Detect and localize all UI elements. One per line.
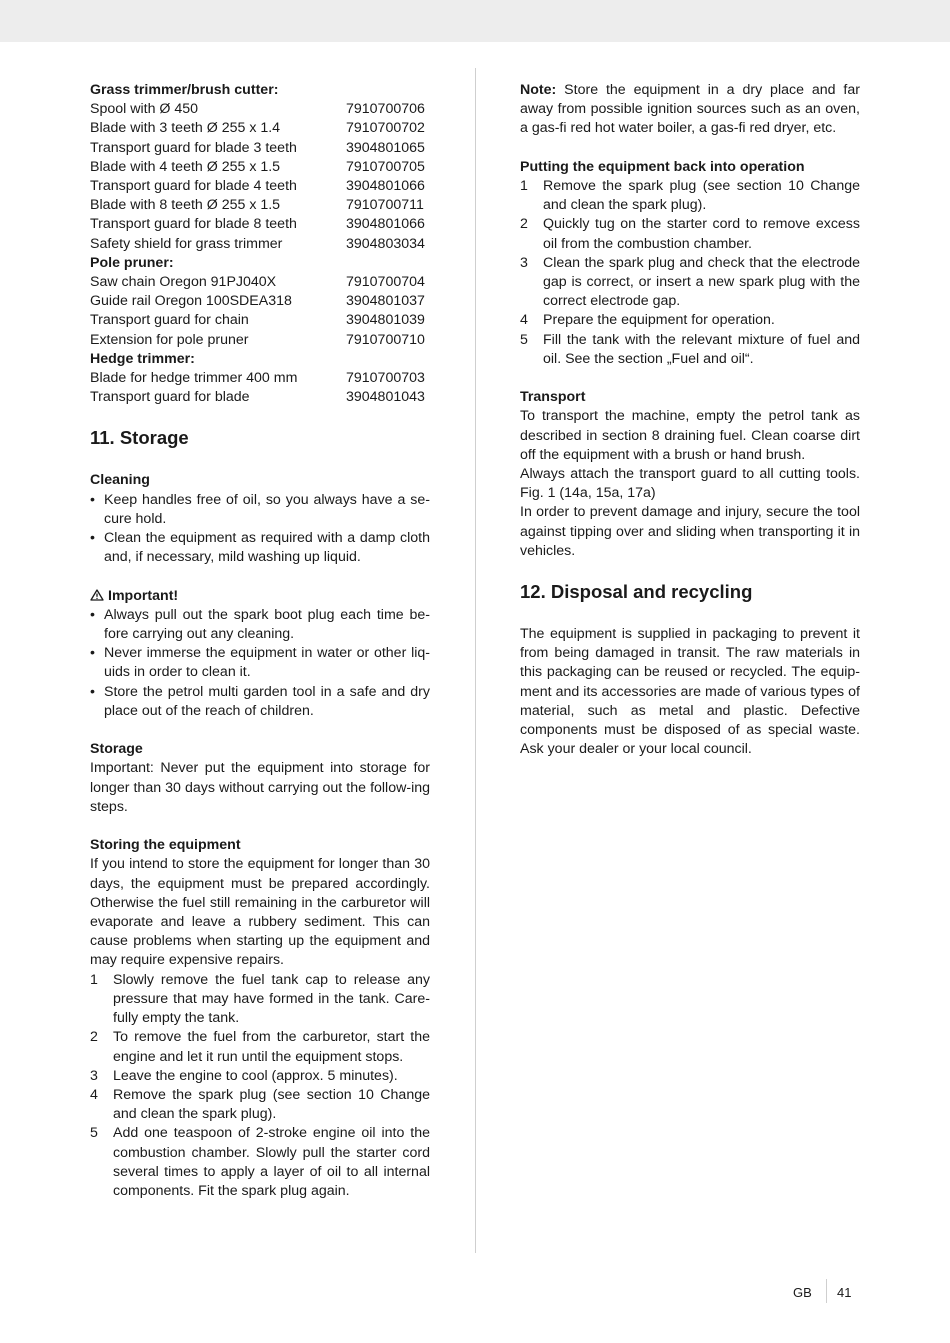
part-name: Transport guard for chain [90, 312, 249, 329]
step-text: Slowly remove the fuel tank cap to release any pressure that may have formed in the tank. Care-fully empty the tank. [113, 971, 430, 1027]
note-text: Store the equipment in a dry place and far away from possible ignition sources such as an oven, a gas-fi red hot water boiler, a gas-fi red dryer, etc. [520, 82, 860, 137]
right-column [520, 81, 860, 759]
step-text: Leave the engine to cool (approx. 5 minutes). [113, 1067, 398, 1084]
part-row [90, 292, 430, 311]
part-name: Transport guard for blade 8 teeth [90, 216, 297, 233]
step-number: 5 [90, 1125, 98, 1142]
part-row [90, 235, 430, 254]
step-text: Remove the spark plug (see section 10 Change and clean the spark plug). [113, 1086, 430, 1123]
bullet-dot-icon: • [90, 645, 95, 662]
part-number: 3904801066 [346, 216, 425, 233]
part-number: 3904801037 [346, 293, 425, 310]
bullet-dot-icon: • [90, 491, 95, 508]
numbered-step [90, 1067, 430, 1086]
part-row [90, 273, 430, 292]
step-text: Remove the spark plug (see section 10 Change and clean the spark plug). [543, 178, 860, 214]
storage-text: Important: Never put the equipment into storage for longer than 30 days without carrying out the follow-ing steps. [90, 760, 430, 815]
language-code: GB [793, 1285, 812, 1300]
bullet-text: Store the petrol multi garden tool in a safe and dry place out of the reach of children. [104, 683, 430, 719]
part-row [90, 100, 430, 119]
step-text: To remove the fuel from the carburetor, start the engine and let it run until the equipment stops. [113, 1029, 430, 1065]
important-bullet-list [90, 606, 430, 721]
transport-paragraph-1: To transport the machine, empty the petrol tank as described in section 8 draining fuel. Clean coarse dirt off the equipment with a brush or hand brush. [520, 408, 860, 463]
part-row [90, 139, 430, 158]
pole-parts-list [90, 273, 430, 350]
part-number: 3904801043 [346, 389, 425, 406]
part-row [90, 196, 430, 215]
spare-parts-list [90, 81, 430, 407]
numbered-step [520, 254, 860, 312]
step-number: 2 [90, 1029, 98, 1046]
numbered-step [90, 1086, 430, 1124]
bullet-dot-icon: • [90, 683, 95, 700]
important-heading [90, 587, 430, 606]
part-row [90, 388, 430, 407]
part-name: Transport guard for blade 4 teeth [90, 178, 297, 195]
part-name: Guide rail Oregon 100SDEA318 [90, 293, 292, 310]
part-row [90, 119, 430, 138]
cleaning-bullet-list [90, 491, 430, 568]
part-number: 7910700704 [346, 274, 425, 291]
grass-parts-list [90, 100, 430, 254]
part-name: Spool with Ø 450 [90, 101, 199, 118]
step-text: Fill the tank with the relevant mixture of fuel and oil. See the section „Fuel and oil“. [543, 331, 860, 367]
bullet-item [90, 491, 430, 529]
step-text: Clean the spark plug and check that the electrode gap is correct, or insert a new spark plug with the correct electrode gap. [543, 254, 860, 310]
part-number: 7910700711 [346, 197, 424, 214]
hedge-parts-list [90, 369, 430, 407]
cleaning-heading: Cleaning [90, 472, 150, 489]
storage-section-title: 11. Storage [90, 427, 189, 449]
storage-heading: Storage [90, 741, 143, 758]
transport-paragraph-3: In order to prevent damage and injury, secure the tool against tipping over and sliding when transporting it in vehicles. [520, 504, 860, 559]
numbered-step [90, 1124, 430, 1201]
step-number: 1 [90, 971, 98, 988]
disposal-text: The equipment is supplied in packaging to prevent it from being damaged in transit. The raw materials in this packaging can be reused or recycled. The equip-ment and its accessories are made of various types of material, such as metal and plastic. Defective components must be disposed of as special waste. Ask your dealer or your local council. [520, 626, 860, 758]
bullet-text: Always pull out the spark boot plug each time be-fore carrying out any cleaning. [104, 606, 430, 643]
step-text: Prepare the equipment for operation. [543, 312, 775, 329]
part-name: Blade with 4 teeth Ø 255 x 1.5 [90, 158, 281, 175]
numbered-step [520, 177, 860, 215]
bullet-dot-icon: • [90, 530, 95, 547]
page-number: 41 [837, 1285, 852, 1300]
storing-equipment-heading: Storing the equipment [90, 837, 241, 854]
warning-icon [90, 589, 104, 601]
operation-heading: Putting the equipment back into operation [520, 158, 805, 175]
part-number: 7910700702 [346, 120, 425, 137]
page-footer [0, 1283, 950, 1303]
numbered-step [90, 1028, 430, 1066]
column-divider [475, 68, 476, 1253]
part-name: Extension for pole pruner [90, 331, 249, 348]
part-row [90, 369, 430, 388]
part-row [90, 311, 430, 330]
part-name: Blade with 8 teeth Ø 255 x 1.5 [90, 197, 281, 214]
bullet-text: Never immerse the equipment in water or other liq-uids in order to clean it. [104, 645, 430, 681]
numbered-step [520, 331, 860, 369]
bullet-item [90, 529, 430, 567]
step-number: 5 [520, 331, 528, 348]
top-bar [0, 0, 950, 42]
step-text: Quickly tug on the starter cord to remove excess oil from the combustion chamber. [543, 216, 860, 252]
part-number: 7910700703 [346, 370, 425, 387]
part-row [90, 158, 430, 177]
note-label: Note: [520, 82, 557, 98]
step-number: 4 [90, 1086, 98, 1103]
pole-pruner-heading: Pole pruner: [90, 254, 174, 271]
part-name: Transport guard for blade 3 teeth [90, 139, 297, 156]
bullet-text: Clean the equipment as required with a damp cloth and, if necessary, mild washing up liquid. [104, 530, 430, 566]
note-paragraph [520, 81, 860, 139]
part-name: Transport guard for blade [90, 389, 250, 406]
part-name: Saw chain Oregon 91PJ040X [90, 274, 277, 291]
transport-paragraph-2: Always attach the transport guard to all cutting tools. Fig. 1 (14a, 15a, 17a) [520, 466, 860, 502]
step-text: Add one teaspoon of 2-stroke engine oil into the combustion chamber. Slowly pull the starter cord several times to apply a layer of oil to all internal components. Fit the spark plug again. [113, 1125, 430, 1199]
step-number: 1 [520, 178, 528, 194]
bullet-text: Keep handles free of oil, so you always have a se-cure hold. [104, 491, 430, 527]
storing-equipment-text: If you intend to store the equipment for longer than 30 days, the equipment must be prepared accordingly. Otherwise the fuel still remaining in the carburetor will evaporate and leave a rubbery sediment. This can cause problems when starting up the equipment and may require expensive repairs. [90, 856, 430, 969]
left-column [90, 81, 430, 1201]
part-name: Blade with 3 teeth Ø 255 x 1.4 [90, 120, 281, 137]
part-row [90, 215, 430, 234]
bullet-item [90, 644, 430, 682]
bullet-dot-icon: • [90, 606, 95, 623]
footer-separator [826, 1279, 827, 1303]
part-number: 3904801039 [346, 312, 425, 329]
numbered-step [520, 215, 860, 253]
bullet-item [90, 683, 430, 721]
step-number: 3 [520, 254, 528, 271]
part-number: 7910700710 [346, 331, 425, 348]
part-name: Blade for hedge trimmer 400 mm [90, 370, 298, 387]
part-name: Safety shield for grass trimmer [90, 235, 283, 252]
part-number: 3904801065 [346, 139, 425, 156]
numbered-step [520, 311, 860, 330]
operation-steps-list [520, 177, 860, 369]
important-heading-text: Important! [108, 587, 179, 604]
numbered-step [90, 971, 430, 1029]
step-number: 4 [520, 312, 528, 329]
step-number: 3 [90, 1067, 98, 1084]
part-number: 3904801066 [346, 178, 425, 195]
bullet-item [90, 606, 430, 644]
transport-heading: Transport [520, 389, 586, 406]
part-number: 7910700705 [346, 158, 425, 175]
step-number: 2 [520, 216, 528, 233]
hedge-trimmer-heading: Hedge trimmer: [90, 350, 195, 367]
part-row [90, 177, 430, 196]
part-number: 7910700706 [346, 101, 425, 118]
grass-trimmer-heading: Grass trimmer/brush cutter: [90, 82, 279, 98]
storing-steps-list [90, 971, 430, 1201]
part-number: 3904803034 [346, 235, 425, 252]
part-row [90, 331, 430, 350]
disposal-section-title: 12. Disposal and recycling [520, 581, 753, 603]
